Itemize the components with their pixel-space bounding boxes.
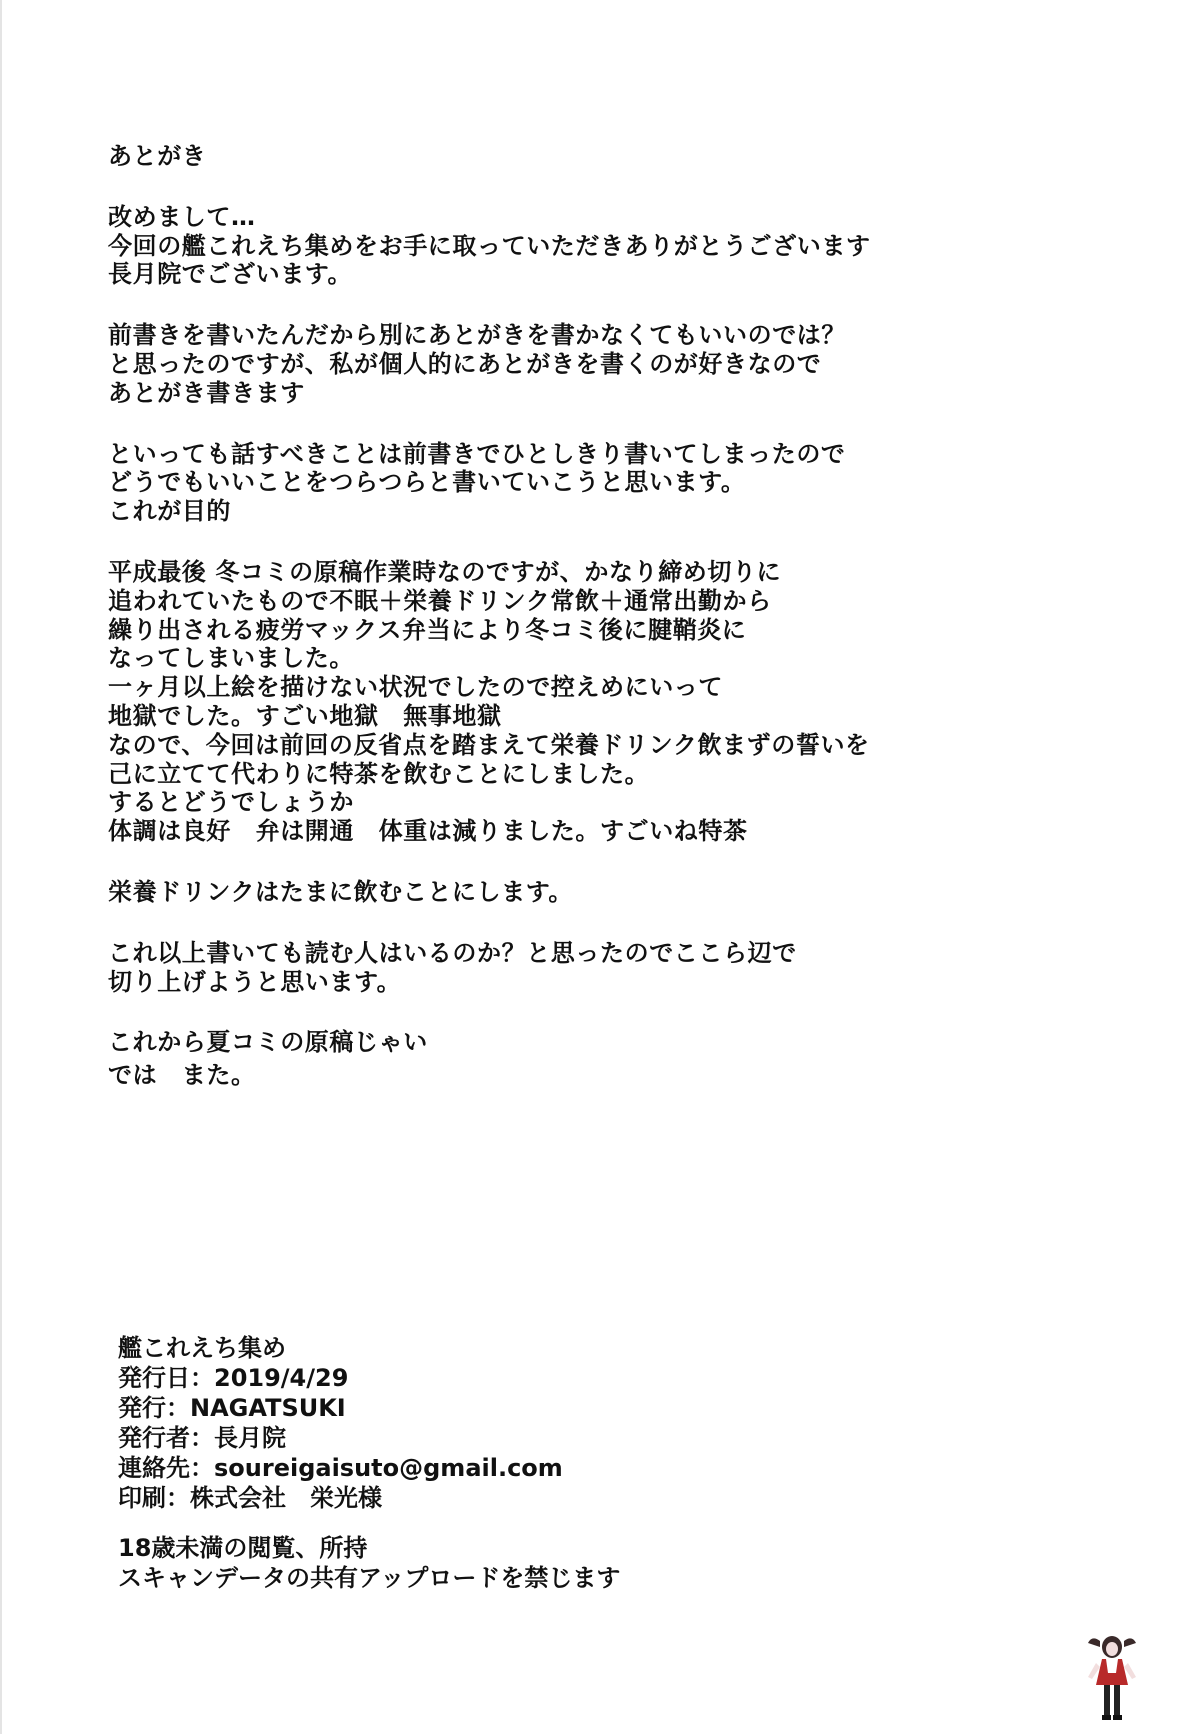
afterword-line: これが目的: [108, 497, 231, 526]
afterword-line: するとどうでしょうか: [108, 788, 354, 817]
afterword-line: 改めまして…: [108, 202, 256, 231]
afterword-line: 己に立てて代わりに特茶を飲むことにしました。: [108, 759, 650, 788]
colophon: [118, 1333, 563, 1513]
afterword-line: これ以上書いても読む人はいるのか？と思ったのでここら辺で: [108, 938, 797, 967]
afterword-line: 平成最後 冬コミの原稿作業時なのですが、かなり締め切りに: [108, 557, 782, 586]
colophon-publisher: 発行：NAGATSUKI: [118, 1394, 346, 1422]
afterword-heading: あとがき: [108, 142, 207, 170]
afterword-line: といっても話すべきことは前書きでひとしきり書いてしまったので: [108, 439, 846, 468]
afterword-line: 今回の艦これえち集めをお手に取っていただきありがとうございます: [108, 231, 871, 260]
afterword-line: 体調は良好 弁は開通 体重は減りました。すごいね特茶: [108, 817, 748, 846]
afterword-line: 前書きを書いたんだから別にあとがきを書かなくてもいいのでは？: [108, 321, 846, 350]
afterword-line: どうでもいいことをつらつらと書いていこうと思います。: [108, 468, 746, 497]
afterword-line: 繰り出される疲労マックス弁当により冬コミ後に腱鞘炎に: [108, 615, 747, 644]
afterword-line: と思ったのですが、私が個人的にあとがきを書くのが好きなので: [108, 349, 822, 378]
colophon-title: 艦これえち集め: [118, 1334, 286, 1362]
afterword-line: これから夏コミの原稿じゃい: [108, 1028, 428, 1057]
age-warning-line: 18歳未満の閲覧、所持: [118, 1534, 368, 1562]
afterword-line: では また。: [108, 1061, 256, 1090]
age-warning: [118, 1533, 620, 1593]
afterword-text: [108, 142, 1108, 1090]
upload-warning-line: スキャンデータの共有アップロードを禁じます: [118, 1564, 621, 1592]
colophon-author: 発行者：長月院: [118, 1424, 286, 1452]
afterword-line: なってしまいました。: [108, 644, 354, 673]
afterword-line: 栄養ドリンクはたまに飲むことにします。: [108, 877, 573, 906]
chibi-character-icon: [1082, 1633, 1142, 1725]
afterword-line: 切り上げようと思います。: [108, 967, 402, 996]
afterword-line: 地獄でした。すごい地獄 無事地獄: [108, 701, 502, 730]
colophon-printer: 印刷：株式会社 栄光様: [118, 1484, 382, 1512]
afterword-line: なので、今回は前回の反省点を踏まえて栄養ドリンク飲まずの誓いを: [108, 730, 870, 759]
colophon-contact: 連絡先：soureigaisuto@gmail.com: [118, 1454, 563, 1482]
afterword-line: あとがき書きます: [108, 378, 305, 407]
colophon-date: 発行日：2019/4/29: [118, 1364, 349, 1392]
afterword-line: 追われていたもので不眠＋栄養ドリンク常飲＋通常出勤から: [108, 586, 772, 615]
afterword-line: 一ヶ月以上絵を描けない状況でしたので控えめにいって: [108, 673, 723, 702]
afterword-line: 長月院でございます。: [108, 260, 353, 289]
